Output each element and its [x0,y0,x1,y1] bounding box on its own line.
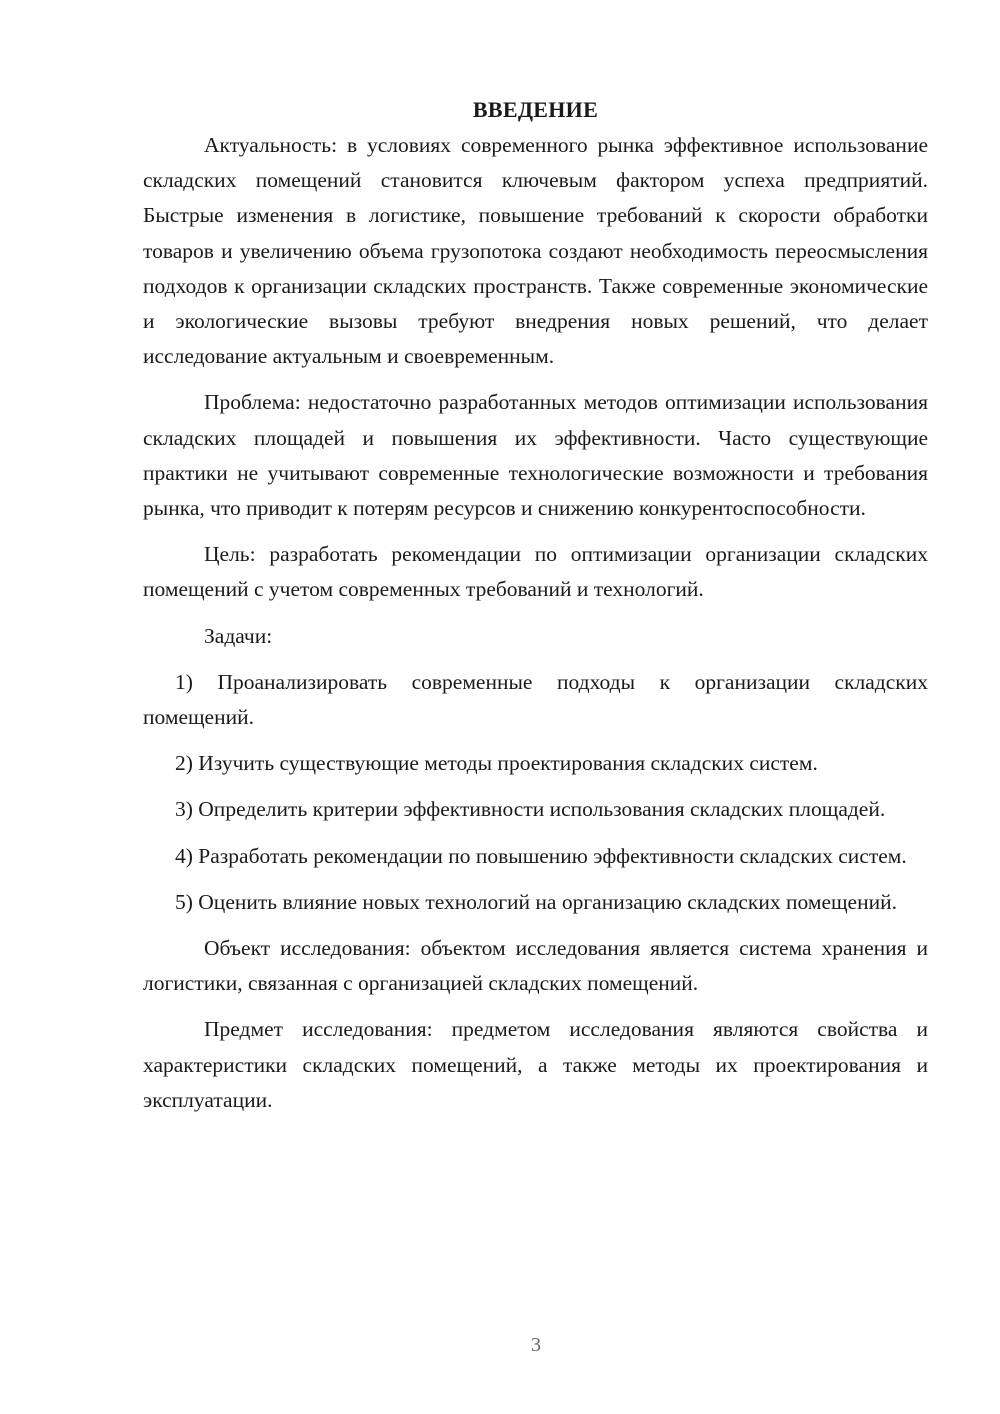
paragraph-problem: Проблема: недостаточно разработанных методов оптимизации использования складских площадей и повышения их эффективности. Часто существующие практики не учитывают современные технологические возможности и требования рынка, что приводит к потерям ресурсов и снижению конкурентоспособности. [143,390,928,521]
list-item: 4) Разработать рекомендации по повышению эффективности складских систем. [175,843,907,868]
section-heading: ВВЕДЕНИЕ [472,97,599,122]
paragraph-object: Объект исследования: объектом исследования является система хранения и логистики, связанная с организацией складских помещений. [143,936,928,996]
list-item: 1) Проанализировать современные подходы к организации складских помещений. [143,669,928,730]
list-item: 3) Определить критерии эффективности использования складских площадей. [175,797,886,822]
paragraph-goal: Цель: разработать рекомендации по оптимизации организации складских помещений с учетом современных требований и технологий. [143,542,928,602]
list-item: 2) Изучить существующие методы проектирования складских систем. [175,751,818,776]
paragraph-relevance: Актуальность: в условиях современного рынка эффективное использование складских помещений становится ключевым фактором успеха предприятий. Быстрые изменения в логистике, повышение требований к скорости обработки товаров и увеличению объема грузопотока создают необходимость переосмысления подходов к организации складских пространств. Также современные экономические и экологические вызовы требуют внедрения новых решений, что делает исследование актуальным и своевременным. [143,133,928,369]
paragraph-subject: Предмет исследования: предметом исследования являются свойства и характеристики складских помещений, а также методы их проектирования и эксплуатации. [143,1017,928,1112]
tasks-label: Задачи: [204,623,273,648]
list-item: 5) Оценить влияние новых технологий на организацию складских помещений. [175,889,897,914]
document-page [143,94,928,1129]
page-number: 3 [531,1334,541,1356]
tasks-list [143,665,928,920]
